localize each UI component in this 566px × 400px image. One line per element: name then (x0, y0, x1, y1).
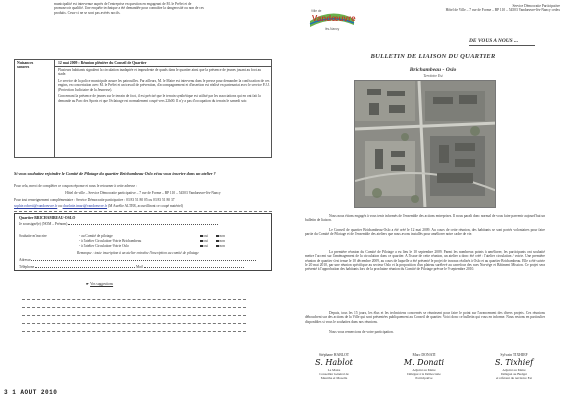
table-divider (54, 60, 55, 157)
signatory-name: Marc DONATI (412, 353, 436, 357)
aerial-map-image (355, 81, 496, 208)
continued-line: promouvoir qualifié. Une enquête technique a été demandée pour connaître la dangerosité ou non de ces (54, 6, 204, 11)
contact-row (19, 265, 269, 269)
body-paragraph: Nous nous étions engagés à vous tenir informés de l'ensemble des actions entreprises. Il nous paraît donc normal de vous faire parvenir aujourd'hui un bulletin de liaison. (305, 214, 545, 223)
option-no-checkbox[interactable] (216, 240, 219, 243)
table-heading: 12 mai 2009 : Réunion plénière du Conseil de Quartier (58, 61, 147, 65)
signatory-deputy-democracy: Marc DONATI M. Donati Adjoint au Maire Délégué à la Démocratie Participative (393, 353, 455, 380)
continued-line: municipalité est intervenue auprès de l'entreprise en question en engageant de M. le Préfet et de (54, 2, 192, 6)
option-no-checkbox[interactable] (216, 235, 219, 238)
table-paragraph: Plusieurs habitants signalent la circulation inadaptée et imprudente de quads dans le quartier ainsi que la présence de jeunes jouant au foot au stade. (58, 68, 261, 77)
bulletin-title: BULLETIN DE LIAISON DU QUARTIER (370, 53, 496, 60)
arrow-icon: ☛ (86, 282, 90, 286)
greeting: DE VOUS A NOUS ... (469, 38, 519, 44)
option-yes-checkbox[interactable] (200, 245, 203, 248)
name-field[interactable] (68, 222, 218, 225)
registration-heading: Si vous souhaitez rejoindre le Comité de Pilotage du quartier Brichambeau-Oslo et/ou vous inscrire dans un atelier ? (14, 171, 216, 176)
phone-label: Téléphone (19, 265, 35, 269)
table-row-label: Nuisances sonores (17, 61, 34, 70)
email-label: Mail (135, 265, 143, 269)
suggestions-heading: ☛ Vos suggestions (86, 282, 114, 286)
table-paragraph: Concernant la présence de jeunes sur le terrain de foot, il est précisé que le terrain synthétique est utilisé par les associations qui en ont fait la demande au Parc des Sports et que l'éclairage est normalement coupé vers 22h00. Il n'y a pas d'occupation du terrain le samedi soir. (58, 94, 261, 103)
signatory-mayor: Stéphane HABLOT S. Hablot Le Maire Conseiller Général de Meurthe et Moselle (303, 353, 365, 380)
reply-coupon (14, 213, 272, 271)
phone-field[interactable] (35, 265, 135, 268)
logo-icon (307, 5, 357, 31)
table-paragraph: Le service de la police municipale assure les patrouilles. Par ailleurs, M. le Maire est intervenu dans le presse pour demander la confiscation de ces engins, en concertation avec M. le Préfet et un travail de prévention, d'accompagnement et d'insertion est réalisé en partenariat avec le service P.J.J. (Protection Judiciaire de la Jeunesse). (58, 79, 270, 92)
name-row (19, 222, 269, 226)
minutes-table (14, 59, 272, 158)
email-link[interactable]: charlotte.imart@vandoeuvre.fr (62, 204, 108, 208)
name-label: Je soussigné(e) (NOM – Prénom) (19, 222, 68, 226)
option-row: - au Comité de pilotage oui non (79, 234, 225, 238)
signatory-deputy-budget: Sylvain TIXHIEF S. Tixhief Adjoint au Maire Délégué au Budget et référent du territoire Est (483, 353, 545, 380)
signature: S. Hablot (315, 358, 353, 368)
option-yes-checkbox[interactable] (200, 240, 203, 243)
aerial-photo (354, 80, 496, 208)
option-no-checkbox[interactable] (216, 245, 219, 248)
date-stamp: 3 1 AOUT 2010 (4, 389, 58, 396)
area-subtitle: Territoire Est (423, 74, 443, 78)
continued-text (14, 2, 272, 15)
email-field[interactable] (144, 265, 244, 268)
option-row: - à l'atelier Circulation-Voirie Oslo oui non (79, 244, 225, 248)
registration-instructions: Pour cela, merci de compléter ce coupon réponse et nous le retourner à cette adresse : (14, 184, 137, 188)
coupon-note: Remarque : toute inscription à un atelier entraîne l'inscription au comité de pilotage (77, 251, 199, 255)
option-yes-checkbox[interactable] (200, 235, 203, 238)
email-link[interactable]: sophie.roberti@vandoeuvre.fr (14, 204, 58, 208)
wish-label: Souhaite m'inscrire (19, 234, 47, 238)
table-body (58, 68, 270, 106)
body-paragraph: Nous vous remercions de votre participation. (329, 330, 394, 334)
continued-line: produits. Ceux-ci ne se sont pas avérés nocifs. (54, 10, 121, 15)
service-address: Service Démocratie Participative Hôtel de Ville – 7 rue de Forme – BP 110 – 54503 Vandœuvre-lès-Nancy cedex (445, 4, 560, 13)
address-row (19, 258, 269, 262)
body-paragraph: Depuis, tous les 15 jours, les élus et les techniciens concernés se réunissent pour faire le point sur l'avancement des divers projets. Ces réunions débouchent sur des actions de la Ville qui sont présentées publiquement au Conseil de quartier. Voici donc ce bulletin qui vous en informe. Nous restons en particulier disponibles si vous le souhaitez dans nos réunions. (305, 311, 545, 324)
svg-text:Ville de: Ville de (311, 9, 322, 13)
option-row: - à l'atelier Circulation-Voirie Brichambeau oui non (79, 239, 225, 243)
signatory-name: Stéphane HABLOT (318, 353, 350, 357)
cut-line (14, 211, 272, 212)
right-page (283, 0, 566, 400)
registration-emails: sophie.roberti@vandoeuvre.fr ou charlotte.imart@vandoeuvre.fr (M Aurélie ALTER, accueilliront ce coupé matériel) (14, 204, 183, 208)
coupon-title: Quartier BRICHAMBEAU-OSLO (19, 216, 76, 220)
signature: M. Donati (403, 358, 445, 368)
suggestions-lines[interactable] (22, 292, 246, 332)
body-paragraph: La première réunion du Comité de Pilotage a eu lieu le 10 septembre 2009. Parmi les nombreux points à améliorer, les participants ont souhaité mettre l'accent sur l'aménagement de la circulation dans ce quartier. A l'issue de cette réunion, un atelier a donc été créé : l'atelier circulation / voirie. Une première réunion de quartier s'est tenue le 10 décembre 2009, au cours de laquelle a été présenté le projet de travaux réalisés à Oslo et au quartier Brichambeau. Elle a été suivie le 20 mai 2010, par une réunion spécifique au secteur Oslo et la proposition d'un plateau surélevé au carrefour des rues Norvège et Bâtiment Mission. Ce projet sera présenté à l'approbation des habitants lors de la prochaine réunion du Comité de Pilotage prévue le 9 septembre 2010. (305, 250, 545, 272)
address-label: Adresse (19, 258, 31, 262)
registration-address: Hôtel de ville – Service Démocratie participative – 7 rue de Forme – BP 110 – 54503 Vandœuvre-lès-Nancy (65, 191, 221, 195)
signatory-name: Sylvain TIXHIEF (500, 353, 528, 357)
divider (469, 45, 535, 46)
address-field[interactable] (31, 258, 256, 261)
svg-text:Vandœuvre: Vandœuvre (312, 14, 356, 23)
area-name: Brichambeau - Oslo (409, 67, 457, 73)
body-paragraph: Le Conseil de quartier Brichambeau-Oslo a été créé le 12 mai 2009. Au cours de cette réunion, des habitants se sont portés volontaires pour faire partie du Comité de Pilotage et de l'ensemble des ateliers que nous avons installés pour améliorer notre cadre de vie. (305, 228, 545, 237)
svg-text:lès-Nancy: lès-Nancy (325, 27, 340, 31)
table-divider (54, 66, 272, 67)
registration-phone: Pour tout renseignement complémentaire : Service Démocratie participative : 03 83 51 80 05 ou 03 83 51 80 37 (14, 198, 175, 202)
signature: S. Tixhief (494, 358, 534, 368)
vandoeuvre-logo (307, 5, 357, 31)
